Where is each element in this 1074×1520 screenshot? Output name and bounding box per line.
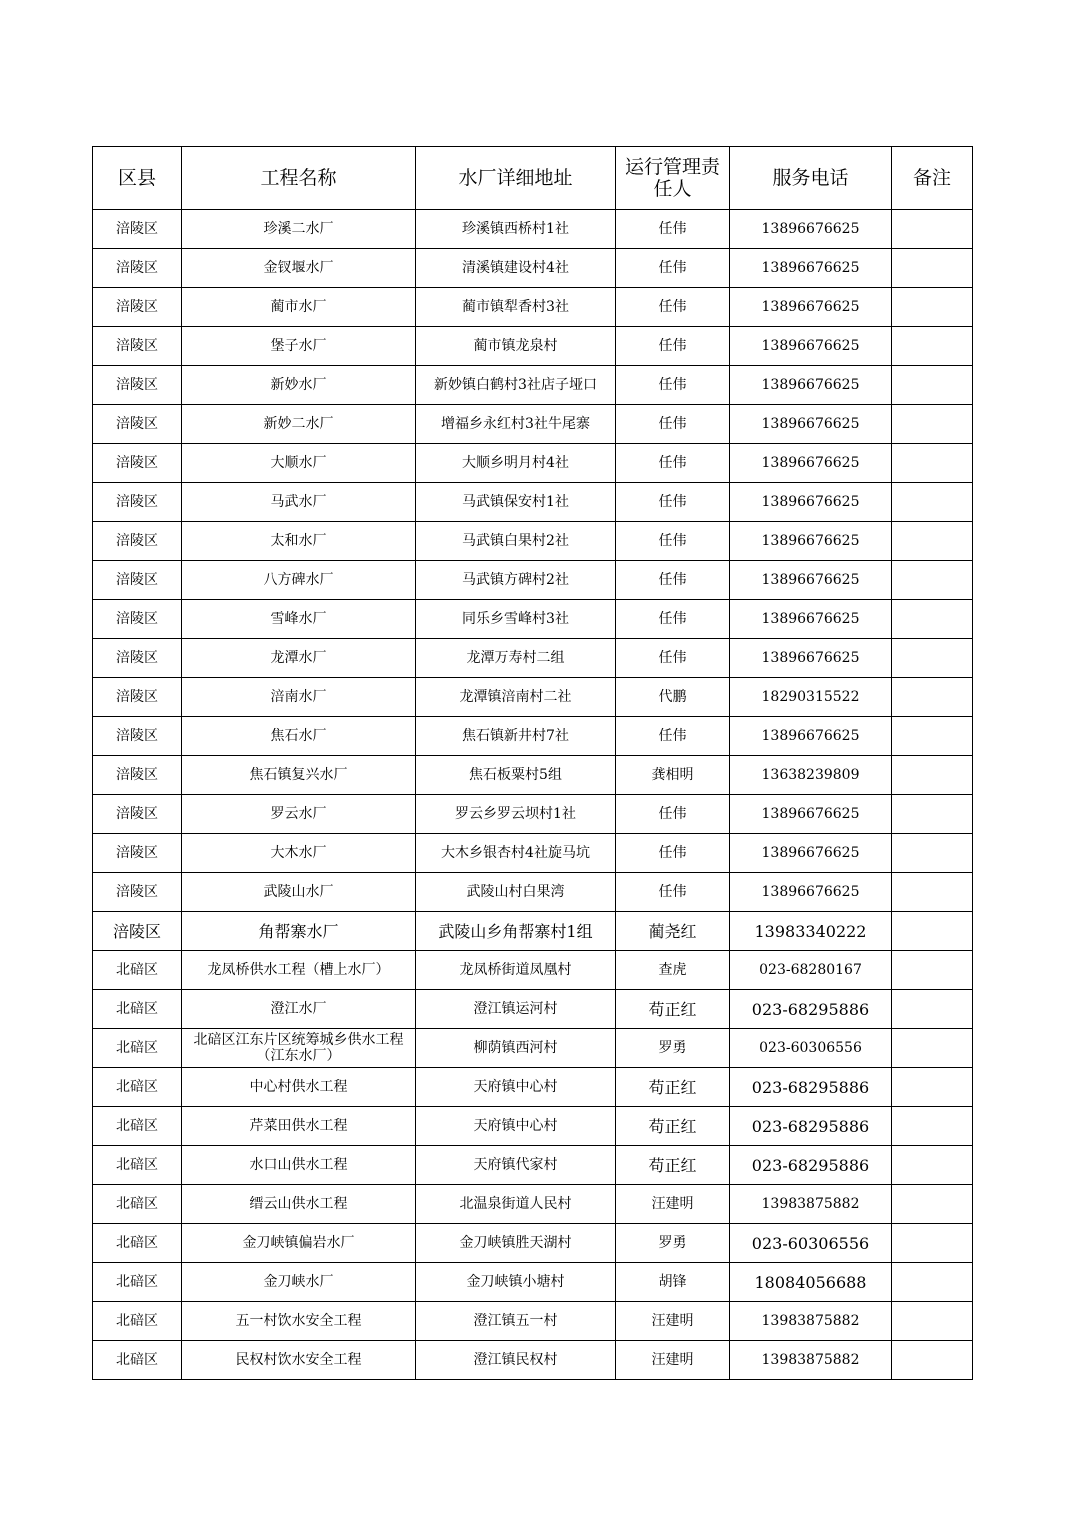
- table-row: [93, 1107, 973, 1146]
- cell-district: 北碚区: [93, 1029, 182, 1068]
- cell-address: 天府镇中心村: [416, 1107, 616, 1146]
- cell-remark: [892, 1029, 973, 1068]
- cell-manager: 任伟: [616, 249, 730, 288]
- cell-remark: [892, 912, 973, 951]
- cell-manager: 任伟: [616, 639, 730, 678]
- cell-manager: 查虎: [616, 951, 730, 990]
- cell-district: 涪陵区: [93, 678, 182, 717]
- table-row: [93, 678, 973, 717]
- table-row: [93, 444, 973, 483]
- cell-remark: [892, 1185, 973, 1224]
- cell-manager: 苟正红: [616, 1107, 730, 1146]
- cell-address: 同乐乡雪峰村3社: [416, 600, 616, 639]
- cell-project: 新妙水厂: [182, 366, 416, 405]
- cell-address: 新妙镇白鹤村3社店子垭口: [416, 366, 616, 405]
- cell-address: 罗云乡罗云坝村1社: [416, 795, 616, 834]
- cell-manager: 任伟: [616, 444, 730, 483]
- cell-phone: 13896676625: [730, 834, 892, 873]
- cell-remark: [892, 1224, 973, 1263]
- cell-manager: 任伟: [616, 405, 730, 444]
- table-row: [93, 912, 973, 951]
- cell-remark: [892, 639, 973, 678]
- cell-remark: [892, 600, 973, 639]
- cell-district: 涪陵区: [93, 717, 182, 756]
- cell-remark: [892, 873, 973, 912]
- cell-district: 北碚区: [93, 1302, 182, 1341]
- cell-phone: 13896676625: [730, 405, 892, 444]
- cell-project: 涪南水厂: [182, 678, 416, 717]
- cell-district: 涪陵区: [93, 756, 182, 795]
- cell-remark: [892, 1068, 973, 1107]
- cell-district: 涪陵区: [93, 795, 182, 834]
- water-plant-table: [92, 146, 973, 1380]
- table-row: [93, 1029, 973, 1068]
- table-row: [93, 1146, 973, 1185]
- table-row: [93, 561, 973, 600]
- cell-phone: 13896676625: [730, 561, 892, 600]
- cell-address: 焦石板粟村5组: [416, 756, 616, 795]
- cell-project: 堡子水厂: [182, 327, 416, 366]
- header-remark: 备注: [892, 147, 973, 210]
- cell-manager: 罗勇: [616, 1224, 730, 1263]
- cell-address: 珍溪镇西桥村1社: [416, 210, 616, 249]
- cell-address: 马武镇方碑村2社: [416, 561, 616, 600]
- cell-project: 金刀峡镇偏岩水厂: [182, 1224, 416, 1263]
- cell-remark: [892, 249, 973, 288]
- table-row: [93, 366, 973, 405]
- table-row: [93, 1185, 973, 1224]
- cell-phone: 13896676625: [730, 288, 892, 327]
- table-row: [93, 717, 973, 756]
- cell-phone: 023-68295886: [730, 1146, 892, 1185]
- table-row: [93, 1224, 973, 1263]
- table-row: [93, 1341, 973, 1380]
- cell-phone: 13638239809: [730, 756, 892, 795]
- cell-remark: [892, 444, 973, 483]
- table-row: [93, 756, 973, 795]
- cell-phone: 13896676625: [730, 366, 892, 405]
- cell-remark: [892, 834, 973, 873]
- cell-project: 龙潭水厂: [182, 639, 416, 678]
- cell-phone: 13983875882: [730, 1341, 892, 1380]
- cell-manager: 苟正红: [616, 1068, 730, 1107]
- table-row: [93, 951, 973, 990]
- table-row: [93, 327, 973, 366]
- cell-district: 涪陵区: [93, 249, 182, 288]
- cell-address: 大顺乡明月村4社: [416, 444, 616, 483]
- table-row: [93, 600, 973, 639]
- cell-remark: [892, 990, 973, 1029]
- table-row: [93, 873, 973, 912]
- cell-phone: 13896676625: [730, 717, 892, 756]
- cell-phone: 13896676625: [730, 210, 892, 249]
- cell-district: 涪陵区: [93, 522, 182, 561]
- cell-phone: 023-60306556: [730, 1224, 892, 1263]
- table-row: [93, 405, 973, 444]
- cell-phone: 023-68295886: [730, 1068, 892, 1107]
- cell-project: 大顺水厂: [182, 444, 416, 483]
- cell-address: 天府镇代家村: [416, 1146, 616, 1185]
- cell-project: 珍溪二水厂: [182, 210, 416, 249]
- cell-district: 北碚区: [93, 1185, 182, 1224]
- cell-district: 涪陵区: [93, 327, 182, 366]
- table-row: [93, 1068, 973, 1107]
- cell-project: 武陵山水厂: [182, 873, 416, 912]
- cell-address: 马武镇保安村1社: [416, 483, 616, 522]
- table-row: [93, 483, 973, 522]
- cell-project: 芹菜田供水工程: [182, 1107, 416, 1146]
- header-project: 工程名称: [182, 147, 416, 210]
- cell-address: 增福乡永红村3社牛尾寨: [416, 405, 616, 444]
- cell-district: 涪陵区: [93, 561, 182, 600]
- cell-manager: 任伟: [616, 483, 730, 522]
- table-row: [93, 639, 973, 678]
- table-body: [93, 210, 973, 1380]
- cell-district: 北碚区: [93, 1068, 182, 1107]
- cell-phone: 13983340222: [730, 912, 892, 951]
- cell-project: 北碚区江东片区统筹城乡供水工程（江东水厂）: [182, 1029, 416, 1068]
- cell-address: 龙凤桥街道凤凰村: [416, 951, 616, 990]
- cell-project: 八方碑水厂: [182, 561, 416, 600]
- table-row: [93, 795, 973, 834]
- cell-manager: 任伟: [616, 561, 730, 600]
- cell-district: 北碚区: [93, 951, 182, 990]
- cell-district: 涪陵区: [93, 405, 182, 444]
- cell-project: 金钗堰水厂: [182, 249, 416, 288]
- cell-address: 澄江镇五一村: [416, 1302, 616, 1341]
- cell-phone: 13896676625: [730, 873, 892, 912]
- cell-remark: [892, 483, 973, 522]
- cell-phone: 13896676625: [730, 483, 892, 522]
- cell-phone: 13896676625: [730, 639, 892, 678]
- cell-project: 罗云水厂: [182, 795, 416, 834]
- cell-manager: 任伟: [616, 873, 730, 912]
- table-row: [93, 990, 973, 1029]
- cell-district: 涪陵区: [93, 288, 182, 327]
- cell-address: 焦石镇新井村7社: [416, 717, 616, 756]
- cell-phone: 18084056688: [730, 1263, 892, 1302]
- cell-remark: [892, 405, 973, 444]
- cell-manager: 任伟: [616, 210, 730, 249]
- table-row: [93, 288, 973, 327]
- cell-address: 澄江镇运河村: [416, 990, 616, 1029]
- cell-manager: 任伟: [616, 366, 730, 405]
- table-row: [93, 1263, 973, 1302]
- cell-phone: 13896676625: [730, 444, 892, 483]
- cell-district: 北碚区: [93, 1146, 182, 1185]
- cell-address: 马武镇白果村2社: [416, 522, 616, 561]
- header-address: 水厂详细地址: [416, 147, 616, 210]
- header-phone: 服务电话: [730, 147, 892, 210]
- cell-manager: 任伟: [616, 717, 730, 756]
- cell-project: 澄江水厂: [182, 990, 416, 1029]
- cell-phone: 13896676625: [730, 795, 892, 834]
- cell-project: 中心村供水工程: [182, 1068, 416, 1107]
- cell-phone: 023-60306556: [730, 1029, 892, 1068]
- cell-remark: [892, 951, 973, 990]
- header-row: [93, 147, 973, 210]
- cell-project: 角帮寨水厂: [182, 912, 416, 951]
- cell-remark: [892, 522, 973, 561]
- cell-phone: 023-68295886: [730, 990, 892, 1029]
- cell-manager: 代鹏: [616, 678, 730, 717]
- cell-remark: [892, 795, 973, 834]
- table-row: [93, 1302, 973, 1341]
- cell-project: 焦石水厂: [182, 717, 416, 756]
- cell-project: 雪峰水厂: [182, 600, 416, 639]
- cell-project: 蔺市水厂: [182, 288, 416, 327]
- cell-address: 北温泉街道人民村: [416, 1185, 616, 1224]
- cell-address: 金刀峡镇小塘村: [416, 1263, 616, 1302]
- cell-address: 武陵山乡角帮寨村1组: [416, 912, 616, 951]
- header-manager: 运行管理责任人: [616, 147, 730, 210]
- cell-address: 龙潭镇涪南村二社: [416, 678, 616, 717]
- cell-manager: 龚相明: [616, 756, 730, 795]
- cell-remark: [892, 288, 973, 327]
- cell-address: 大木乡银杏村4社旋马坑: [416, 834, 616, 873]
- cell-phone: 13983875882: [730, 1302, 892, 1341]
- cell-remark: [892, 366, 973, 405]
- table-row: [93, 249, 973, 288]
- cell-remark: [892, 1341, 973, 1380]
- cell-district: 北碚区: [93, 1224, 182, 1263]
- cell-phone: 023-68295886: [730, 1107, 892, 1146]
- cell-district: 北碚区: [93, 1107, 182, 1146]
- cell-address: 龙潭万寿村二组: [416, 639, 616, 678]
- header-district: 区县: [93, 147, 182, 210]
- cell-address: 蔺市镇犁香村3社: [416, 288, 616, 327]
- cell-remark: [892, 210, 973, 249]
- cell-district: 涪陵区: [93, 834, 182, 873]
- table-row: [93, 522, 973, 561]
- cell-manager: 任伟: [616, 795, 730, 834]
- cell-project: 民权村饮水安全工程: [182, 1341, 416, 1380]
- cell-project: 龙凤桥供水工程（槽上水厂）: [182, 951, 416, 990]
- cell-phone: 13896676625: [730, 600, 892, 639]
- cell-remark: [892, 327, 973, 366]
- cell-project: 缙云山供水工程: [182, 1185, 416, 1224]
- cell-district: 涪陵区: [93, 483, 182, 522]
- cell-manager: 胡锋: [616, 1263, 730, 1302]
- cell-remark: [892, 1107, 973, 1146]
- cell-district: 涪陵区: [93, 366, 182, 405]
- cell-district: 北碚区: [93, 990, 182, 1029]
- cell-address: 清溪镇建设村4社: [416, 249, 616, 288]
- cell-district: 涪陵区: [93, 444, 182, 483]
- cell-manager: 苟正红: [616, 1146, 730, 1185]
- table-row: [93, 210, 973, 249]
- cell-manager: 蔺尧红: [616, 912, 730, 951]
- cell-manager: 任伟: [616, 522, 730, 561]
- water-plant-sheet: [92, 146, 972, 1380]
- cell-address: 蔺市镇龙泉村: [416, 327, 616, 366]
- cell-address: 柳荫镇西河村: [416, 1029, 616, 1068]
- cell-remark: [892, 561, 973, 600]
- cell-district: 涪陵区: [93, 600, 182, 639]
- cell-district: 北碚区: [93, 1263, 182, 1302]
- cell-district: 涪陵区: [93, 210, 182, 249]
- cell-project: 太和水厂: [182, 522, 416, 561]
- cell-remark: [892, 756, 973, 795]
- cell-district: 涪陵区: [93, 639, 182, 678]
- table-row: [93, 834, 973, 873]
- cell-manager: 任伟: [616, 834, 730, 873]
- cell-project: 水口山供水工程: [182, 1146, 416, 1185]
- cell-remark: [892, 717, 973, 756]
- cell-phone: 18290315522: [730, 678, 892, 717]
- cell-project: 新妙二水厂: [182, 405, 416, 444]
- cell-manager: 汪建明: [616, 1341, 730, 1380]
- cell-remark: [892, 678, 973, 717]
- cell-manager: 汪建明: [616, 1302, 730, 1341]
- cell-manager: 汪建明: [616, 1185, 730, 1224]
- cell-district: 北碚区: [93, 1341, 182, 1380]
- cell-district: 涪陵区: [93, 912, 182, 951]
- cell-address: 澄江镇民权村: [416, 1341, 616, 1380]
- cell-address: 天府镇中心村: [416, 1068, 616, 1107]
- cell-phone: 13983875882: [730, 1185, 892, 1224]
- cell-phone: 13896676625: [730, 249, 892, 288]
- cell-address: 金刀峡镇胜天湖村: [416, 1224, 616, 1263]
- cell-project: 焦石镇复兴水厂: [182, 756, 416, 795]
- cell-project: 金刀峡水厂: [182, 1263, 416, 1302]
- cell-project: 五一村饮水安全工程: [182, 1302, 416, 1341]
- cell-project: 大木水厂: [182, 834, 416, 873]
- cell-project: 马武水厂: [182, 483, 416, 522]
- cell-district: 涪陵区: [93, 873, 182, 912]
- cell-phone: 13896676625: [730, 327, 892, 366]
- cell-manager: 苟正红: [616, 990, 730, 1029]
- cell-manager: 任伟: [616, 327, 730, 366]
- cell-phone: 13896676625: [730, 522, 892, 561]
- cell-remark: [892, 1302, 973, 1341]
- cell-remark: [892, 1263, 973, 1302]
- cell-phone: 023-68280167: [730, 951, 892, 990]
- cell-remark: [892, 1146, 973, 1185]
- cell-manager: 罗勇: [616, 1029, 730, 1068]
- cell-manager: 任伟: [616, 288, 730, 327]
- cell-manager: 任伟: [616, 600, 730, 639]
- cell-address: 武陵山村白果湾: [416, 873, 616, 912]
